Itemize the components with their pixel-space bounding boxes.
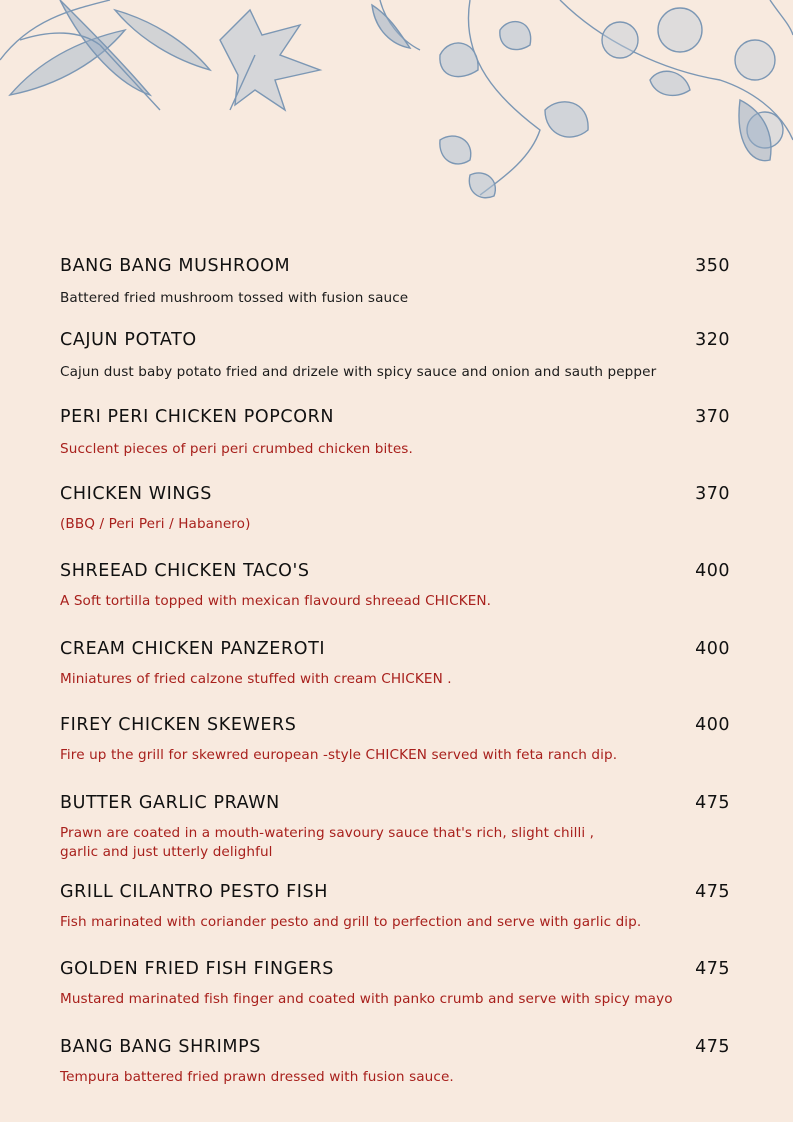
item-description: Battered fried mushroom tossed with fusion sauce	[60, 290, 409, 306]
item-description: A Soft tortilla topped with mexican flavourd shreead CHICKEN.	[60, 593, 492, 609]
item-description: Fire up the grill for skewred european -style CHICKEN served with feta ranch dip.	[60, 747, 618, 763]
item-price: 475	[695, 882, 730, 902]
item-name: SHREEAD CHICKEN TACO'S	[60, 561, 310, 581]
item-name: CREAM CHICKEN PANZEROTI	[60, 639, 326, 659]
item-description: Succlent pieces of peri peri crumbed chicken bites.	[60, 441, 413, 457]
item-description: Mustared marinated fish finger and coated with panko crumb and serve with spicy mayo	[60, 991, 673, 1007]
item-name: BANG BANG SHRIMPS	[60, 1037, 261, 1057]
floral-header-decoration	[0, 0, 793, 210]
item-name: BANG BANG MUSHROOM	[60, 256, 291, 276]
item-name: PERI PERI CHICKEN POPCORN	[60, 407, 335, 427]
item-price: 350	[695, 256, 730, 276]
item-description: Miniatures of fried calzone stuffed with cream CHICKEN .	[60, 671, 452, 687]
item-name: GRILL CILANTRO PESTO FISH	[60, 882, 328, 902]
item-price: 475	[695, 1037, 730, 1057]
item-description: Cajun dust baby potato fried and drizele with spicy sauce and onion and sauth pepper	[60, 364, 657, 380]
item-price: 400	[695, 561, 730, 581]
item-name: GOLDEN FRIED FISH FINGERS	[60, 959, 335, 979]
item-name: BUTTER GARLIC PRAWN	[60, 793, 280, 813]
item-description: (BBQ / Peri Peri / Habanero)	[60, 516, 251, 532]
item-description: Tempura battered fried prawn dressed with fusion sauce.	[60, 1069, 454, 1085]
item-price: 370	[695, 407, 730, 427]
item-description: Fish marinated with coriander pesto and grill to perfection and serve with garlic dip.	[60, 914, 642, 930]
item-name: CAJUN POTATO	[60, 330, 197, 350]
item-description: Prawn are coated in a mouth-watering savoury sauce that's rich, slight chilli ,	[60, 825, 595, 841]
item-price: 400	[695, 715, 730, 735]
item-name: CHICKEN WINGS	[60, 484, 212, 504]
item-price: 370	[695, 484, 730, 504]
item-price: 400	[695, 639, 730, 659]
item-price: 475	[695, 793, 730, 813]
item-description-line2: garlic and just utterly delighful	[60, 844, 273, 860]
item-price: 320	[695, 330, 730, 350]
item-name: FIREY CHICKEN SKEWERS	[60, 715, 297, 735]
item-price: 475	[695, 959, 730, 979]
